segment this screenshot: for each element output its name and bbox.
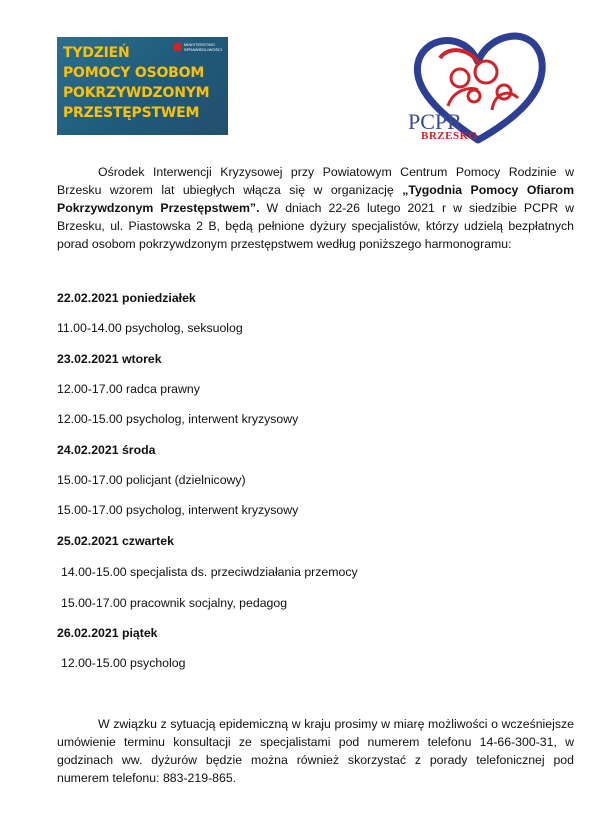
event-banner xyxy=(57,37,228,135)
intro-text-1: Ośrodek Interwencji Kryzysowej przy Powiatowym Centrum Pomocy Rodzinie w Brzesku wzorem lat ubiegłych włącza się w organizację xyxy=(57,165,574,197)
logo-city: BRZESKO xyxy=(421,130,478,142)
schedule-day-2: 23.02.2021 wtorek xyxy=(57,352,162,366)
intro-paragraph xyxy=(57,163,574,253)
schedule-entry: 15.00-17.00 pracownik socjalny, pedagog xyxy=(61,596,288,610)
schedule-entry: 12.00-17.00 radca prawny xyxy=(57,382,200,396)
schedule-day-5: 26.02.2021 piątek xyxy=(57,626,158,640)
footer-paragraph: W związku z sytuacją epidemiczną w kraju prosimy w miarę możliwości o wcześniejsze umówienie terminu konsultacji ze specjalistami pod numerem telefonu 14-66-300-31, w godzinach ww. dyżurów będzie można również skorzystać z porady telefonicznej pod numerem telefonu: 883-219-865. xyxy=(57,717,574,785)
banner-line-2: POMOCY OSOBOM xyxy=(63,65,205,81)
intro-text-2: W dniach 22-26 lutego 2021 r w siedzibie PCPR w Brzesku, ul. Piastowska 2 B, będą pełnione dyżury specjalistów, którzy udzielą bezpłatnych porad osobom pokrzywdzonym przestępstwem według poniższego harmonogramu: xyxy=(57,201,575,251)
schedule-entry: 15.00-17.00 policjant (dzielnicowy) xyxy=(57,473,246,487)
schedule-entry: 12.00-15.00 psycholog, interwent kryzysowy xyxy=(57,412,299,426)
announcement-body xyxy=(57,163,574,253)
logo-name: PCPR xyxy=(408,109,462,134)
banner-line-3: POKRZYWDZONYM xyxy=(63,85,210,101)
schedule-entry: 15.00-17.00 psycholog, interwent kryzysowy xyxy=(57,503,299,517)
schedule-day-4: 25.02.2021 czwartek xyxy=(57,534,174,548)
banner-line-1: TYDZIEŃ xyxy=(63,45,130,61)
schedule-entry: 11.00-14.00 psycholog, seksuolog xyxy=(57,321,243,335)
schedule-day-1: 22.02.2021 poniedziałek xyxy=(57,291,196,305)
banner-line-4: PRZESTĘPSTWEM xyxy=(63,105,200,121)
ministry-line-2: SPRAWIEDLIWOŚCI xyxy=(183,47,222,52)
schedule-entry: 14.00-15.00 specjalista ds. przeciwdziałania przemocy xyxy=(61,565,358,579)
schedule-day-3: 24.02.2021 środa xyxy=(57,443,156,457)
schedule-entry: 12.00-15.00 psycholog xyxy=(61,656,186,670)
event-name: „Tygodnia Pomocy Ofiarom Pokrzywdzonym Przestępstwem”. xyxy=(57,183,574,215)
ministry-logo xyxy=(174,42,222,52)
ministry-line-1: MINISTERSTWO xyxy=(183,42,216,47)
eagle-emblem-icon xyxy=(174,43,181,51)
